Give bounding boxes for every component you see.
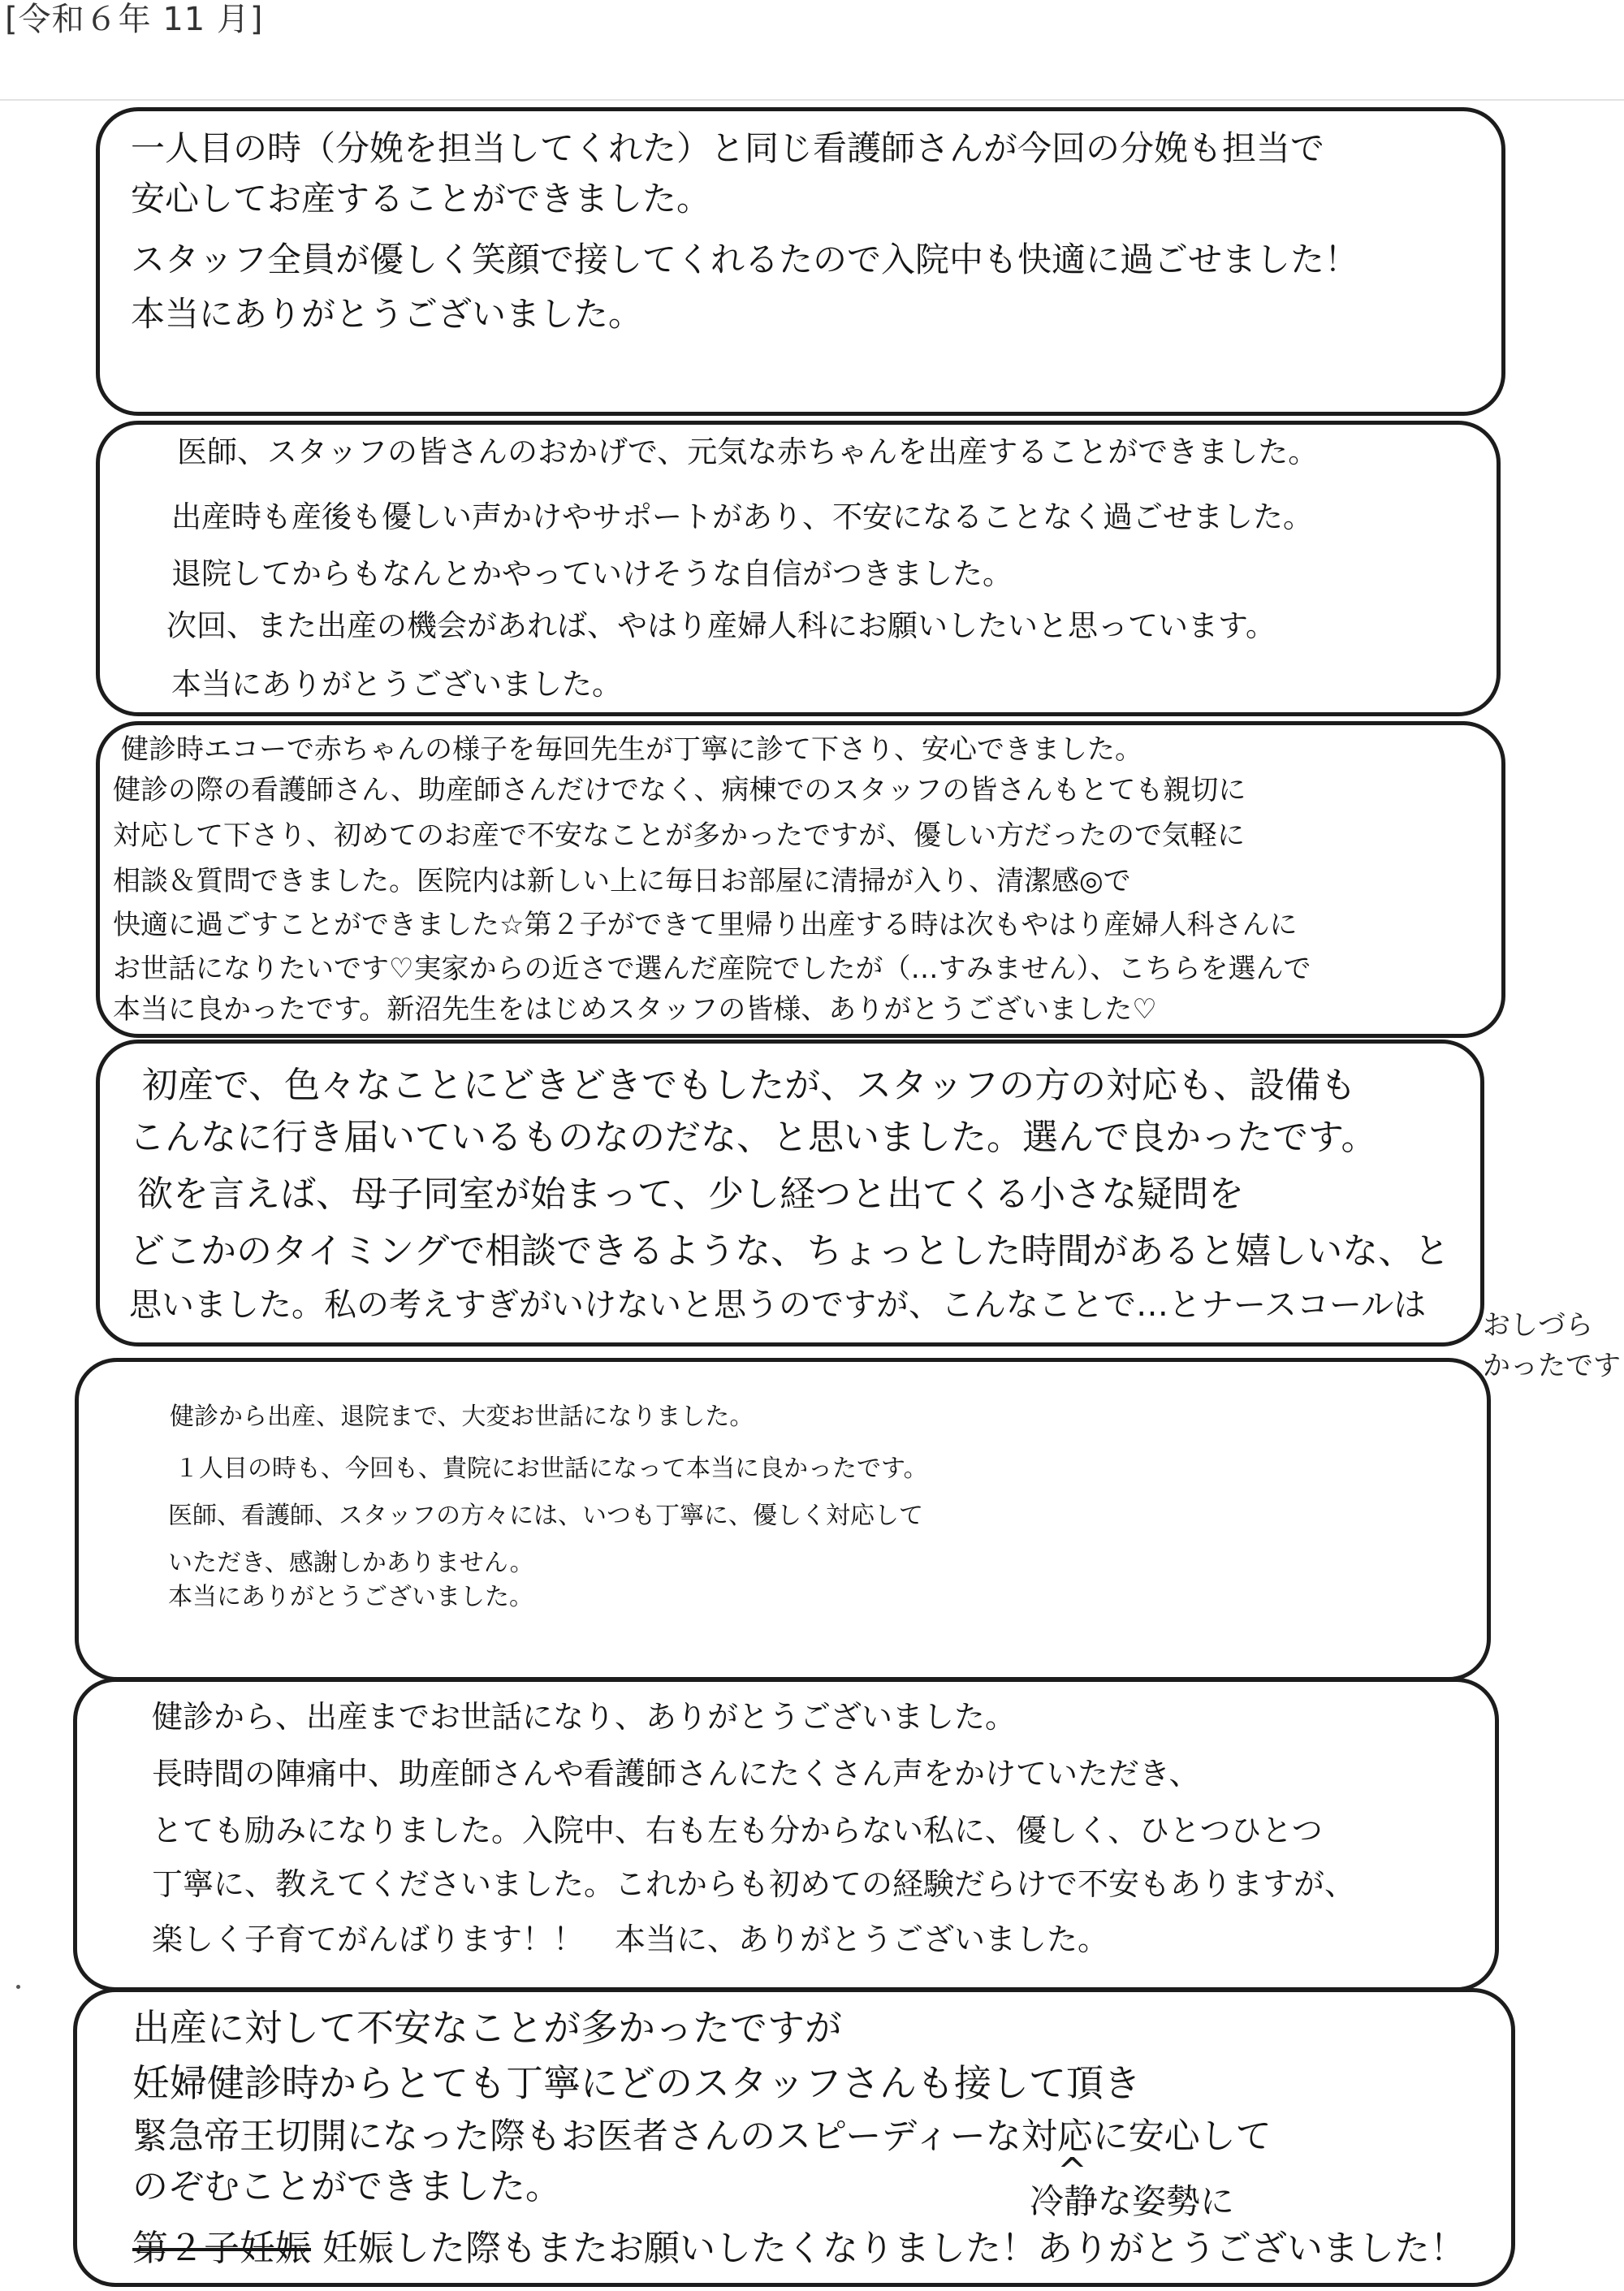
comment-5-line-1: 健診から出産、退院まで、大変お世話になりました。: [170, 1403, 754, 1431]
comment-7-line-5-text: 妊娠した際もまたお願いしたくなりました！ありがとうございました！: [322, 2228, 1466, 2269]
comment-1-line-4: 本当にありがとうございました。: [131, 294, 643, 334]
comment-6-line-1: 健診から、出産までお世話になり、ありがとうございました。: [152, 1699, 1017, 1735]
comment-5-line-5: 本当にありがとうございました。: [168, 1583, 533, 1611]
header-date: [令和６年 11 月]: [5, 1, 264, 38]
comment-3-line-4: 相談＆質問できました。医院内は新しい上に毎日お部屋に清掃が入り、清潔感◎で: [113, 865, 1131, 897]
comment-2-line-3: 退院してからもなんとかやっていけそうな自信がつきました。: [171, 556, 1013, 591]
comment-card-3: [96, 721, 1505, 1038]
comment-2-line-2: 出産時も産後も優しい声かけやサポートがあり、不安になることなく過ごせました。: [171, 499, 1313, 534]
comment-7-line-1: 出産に対して不安なことが多かったですが: [132, 2006, 842, 2050]
comment-7-line-5: [132, 2224, 1466, 2273]
comment-6-line-3: とても励みになりました。入院中、右も左も分からない私に、優しく、ひとつひとつ: [152, 1813, 1323, 1848]
comment-4-side-note-line-2: かったです: [1483, 1350, 1621, 1382]
comment-3-line-5: 快適に過ごすことができました☆第２子ができて里帰り出産する時は次もやはり産婦人科さんに: [113, 909, 1298, 941]
comment-7-struck-text: 第２子妊娠: [132, 2228, 311, 2269]
comment-card-2: [96, 421, 1501, 716]
comment-7-line-4: のぞむことができました。: [132, 2166, 561, 2207]
header-divider: [0, 99, 1624, 101]
comment-2-line-1: 医師、スタッフの皆さんのおかげで、元気な赤ちゃんを出産することができました。: [177, 434, 1319, 469]
comment-7-insert-text: 冷静な姿勢に: [1030, 2181, 1235, 2221]
comment-3-line-6: お世話になりたいです♡実家からの近さで選んだ産院でしたが（…すみません）、こちらを選んで: [113, 953, 1311, 985]
comment-1-line-2: 安心してお産することができました。: [131, 179, 711, 218]
comment-5-line-4: いただき、感謝しかありません。: [168, 1549, 534, 1577]
stray-mark: [16, 1985, 20, 1989]
comment-4-side-note-line-1: おしづら: [1483, 1309, 1593, 1342]
comment-7-line-3: 緊急帝王切開になった際もお医者さんのスピーディーな対応に安心して: [132, 2116, 1272, 2157]
comment-7-line-2: 妊婦健診時からとても丁寧にどのスタッフさんも接して頂き: [132, 2061, 1141, 2105]
comment-card-4: [96, 1040, 1484, 1347]
comment-6-line-2: 長時間の陣痛中、助産師さんや看護師さんにたくさん声をかけていただき、: [152, 1756, 1200, 1792]
comment-4-line-2: こんなに行き届いているものなのだな、と思いました。選んで良かったです。: [129, 1117, 1377, 1158]
comment-4-line-1: 初産で、色々なことにどきどきでもしたが、スタッフの方の対応も、設備も: [142, 1065, 1357, 1106]
comment-1-line-3: スタッフ全員が優しく笑顔で接してくれるたので入院中も快適に過ごせました！: [131, 240, 1359, 279]
comment-7-insert-mark: ^: [1057, 2151, 1087, 2192]
comment-4-line-4: どこかのタイミングで相談できるような、ちょっとした時間があると嬉しいな、と: [129, 1230, 1450, 1272]
comment-card-7: [73, 1988, 1515, 2287]
comment-2-line-5: 本当にありがとうございました。: [171, 667, 622, 702]
comment-3-line-2: 健診の際の看護師さん、助産師さんだけでなく、病棟でのスタッフの皆さんもとても親切に: [113, 774, 1246, 806]
comment-3-line-1: 健診時エコーで赤ちゃんの様子を毎回先生が丁寧に診て下さり、安心できました。: [121, 733, 1142, 766]
comment-3-line-7: 本当に良かったです。新沼先生をはじめスタッフの皆様、ありがとうございました♡: [113, 993, 1157, 1026]
comment-3-line-3: 対応して下さり、初めてのお産で不安なことが多かったですが、優しい方だったので気軽に: [113, 819, 1245, 852]
comment-6-line-5: 楽しく子育てがんばります！！ 本当に、ありがとうございました。: [152, 1921, 1109, 1957]
comment-1-line-1: 一人目の時（分娩を担当してくれた）と同じ看護師さんが今回の分娩も担当で: [131, 128, 1325, 168]
comment-card-6: [73, 1678, 1499, 1991]
comment-4-line-3: 欲を言えば、母子同室が始まって、少し経つと出てくる小さな疑問を: [137, 1174, 1245, 1215]
comment-card-5: [75, 1358, 1491, 1681]
comment-5-line-2: １人目の時も、今回も、貴院にお世話になって本当に良かったです。: [175, 1455, 928, 1483]
comment-4-line-5: 思いました。私の考えすぎがいけないと思うのですが、こんなことで…とナースコールは: [129, 1286, 1427, 1324]
comment-5-line-3: 医師、看護師、スタッフの方々には、いつも丁寧に、優しく対応して: [168, 1502, 923, 1530]
comment-2-line-4: 次回、また出産の機会があれば、やはり産婦人科にお願いしたいと思っています。: [166, 608, 1276, 643]
comment-card-1: [96, 107, 1505, 416]
comment-6-line-4: 丁寧に、教えてくださいました。これからも初めての経験だらけで不安もありますが、: [152, 1866, 1356, 1902]
